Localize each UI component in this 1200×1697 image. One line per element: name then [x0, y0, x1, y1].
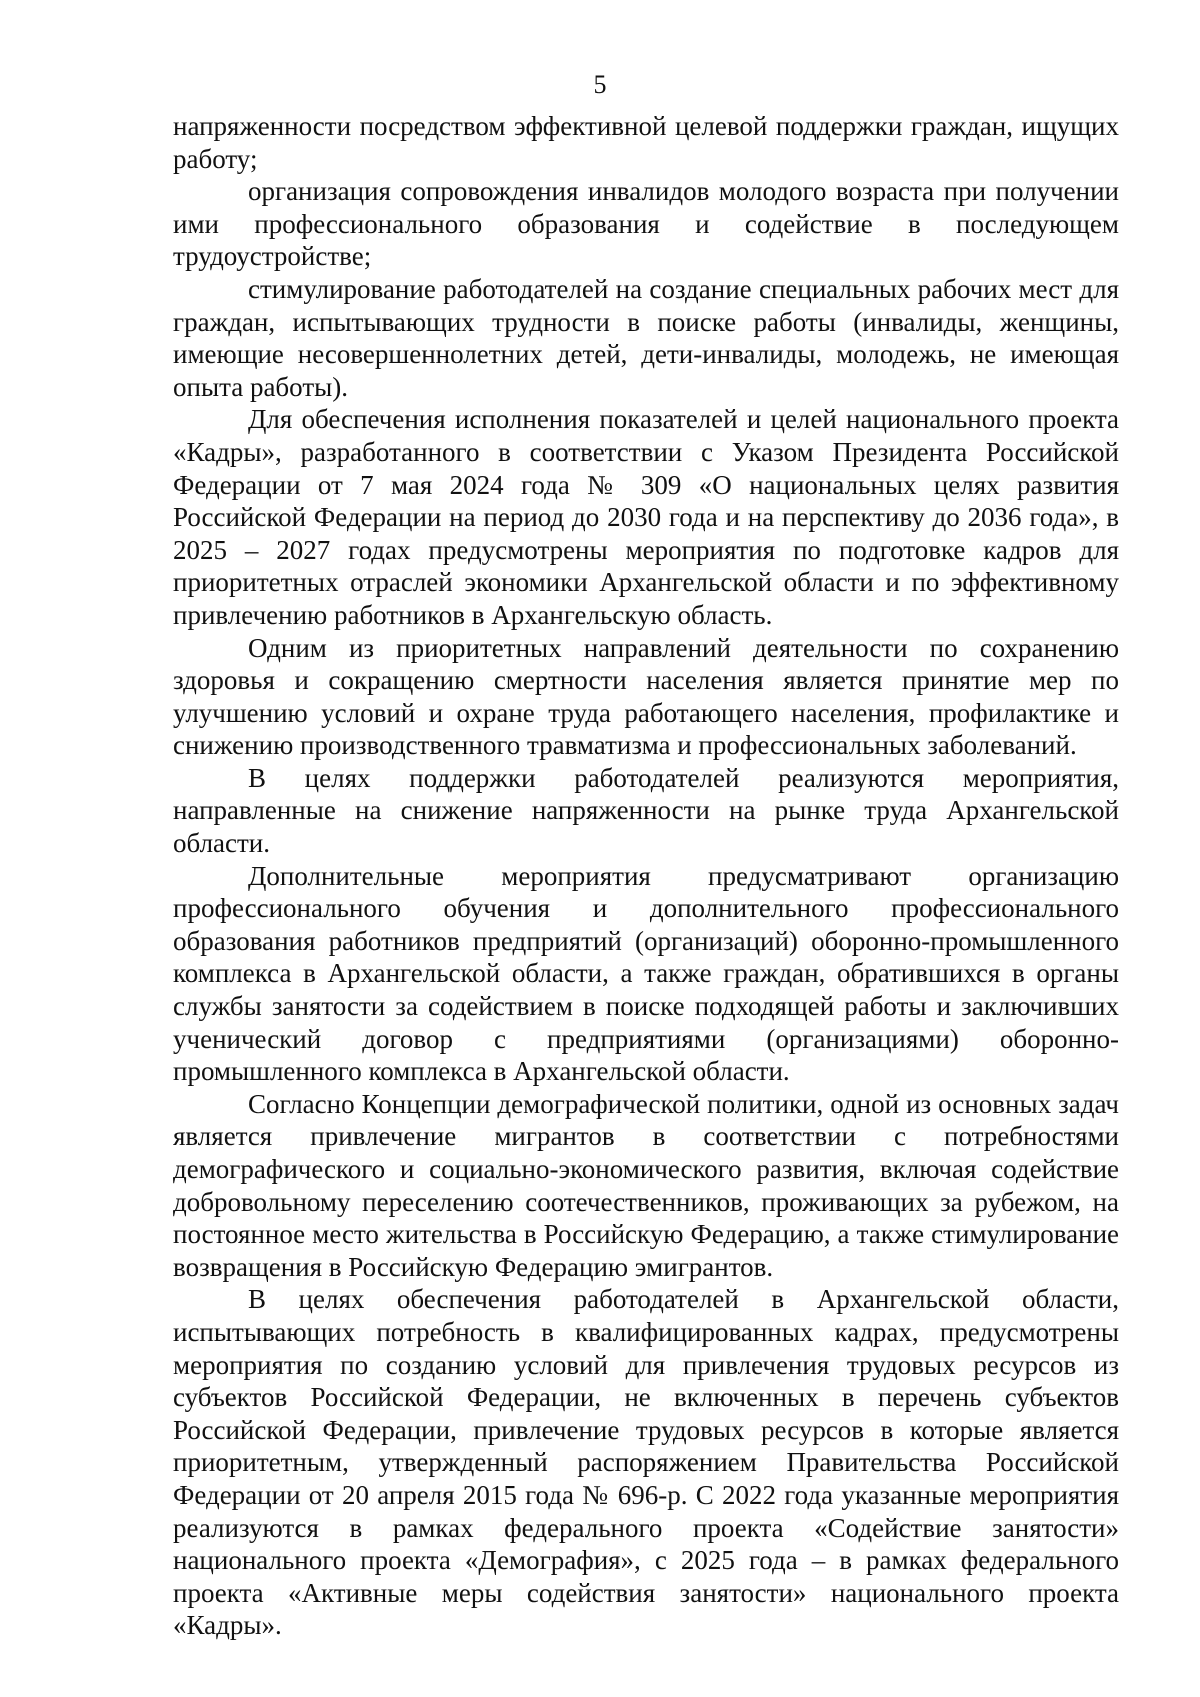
paragraph: Согласно Концепции демографической политики, одной из основных задач является привлечение мигрантов в соответствии с потребностями демографического и социально-экономического развития, включая содействие добровольному переселению соотечественников, проживающих за рубежом, на постоянное место жительства в Российскую Федерацию, а также стимулирование возвращения в Российскую Федерацию эмигрантов. [173, 1088, 1119, 1282]
paragraph: Одним из приоритетных направлений деятельности по сохранению здоровья и сокращению смертности населения является принятие мер по улучшению условий и охране труда работающего населения, профилактике и снижению производственного травматизма и профессиональных заболеваний. [173, 632, 1119, 761]
paragraph: стимулирование работодателей на создание специальных рабочих мест для граждан, испытывающих трудности в поиске работы (инвалиды, женщины, имеющие несовершеннолетних детей, дети-инвалиды, молодежь, не имеющая опыта работы). [173, 273, 1119, 402]
paragraph: В целях поддержки работодателей реализуются мероприятия, направленные на снижение напряженности на рынке труда Архангельской области. [173, 762, 1119, 859]
paragraph: напряженности посредством эффективной целевой поддержки граждан, ищущих работу; [173, 111, 1119, 174]
paragraph: Для обеспечения исполнения показателей и целей национального проекта «Кадры», разработанного в соответствии с Указом Президента Российской Федерации от 7 мая 2024 года № 309 «О национальных целях развития Российской Федерации на период до 2030 года и на перспективу до 2036 года», в 2025 – 2027 годах предусмотрены мероприятия по подготовке кадров для приоритетных отраслей экономики Архангельской области и по эффективному привлечению работников в Архангельскую область. [173, 404, 1119, 630]
document-body [173, 110, 1119, 1642]
paragraph: организация сопровождения инвалидов молодого возраста при получении ими профессионального образования и содействие в последующем трудоустройстве; [173, 176, 1119, 272]
paragraph: Дополнительные мероприятия предусматривают организацию профессионального обучения и дополнительного профессионального образования работников предприятий (организаций) оборонно-промышленного комплекса в Архангельской области, а также граждан, обратившихся в органы службы занятости за содействием в поиске подходящей работы и заключивших ученический договор с предприятиями (организациями) оборонно-промышленного комплекса в Архангельской области. [173, 860, 1119, 1087]
paragraph: В целях обеспечения работодателей в Архангельской области, испытывающих потребность в квалифицированных кадрах, предусмотрены мероприятия по созданию условий для привлечения трудовых ресурсов из субъектов Российской Федерации, не включенных в перечень субъектов Российской Федерации, привлечение трудовых ресурсов в которые является приоритетным, утвержденный распоряжением Правительства Российской Федерации от 20 апреля 2015 года № 696-р. С 2022 года указанные мероприятия реализуются в рамках федерального проекта «Содействие занятости» национального проекта «Демография», с 2025 года – в рамках федерального проекта «Активные меры содействия занятости» национального проекта «Кадры». [173, 1284, 1119, 1641]
page-number: 5 [593, 70, 607, 99]
